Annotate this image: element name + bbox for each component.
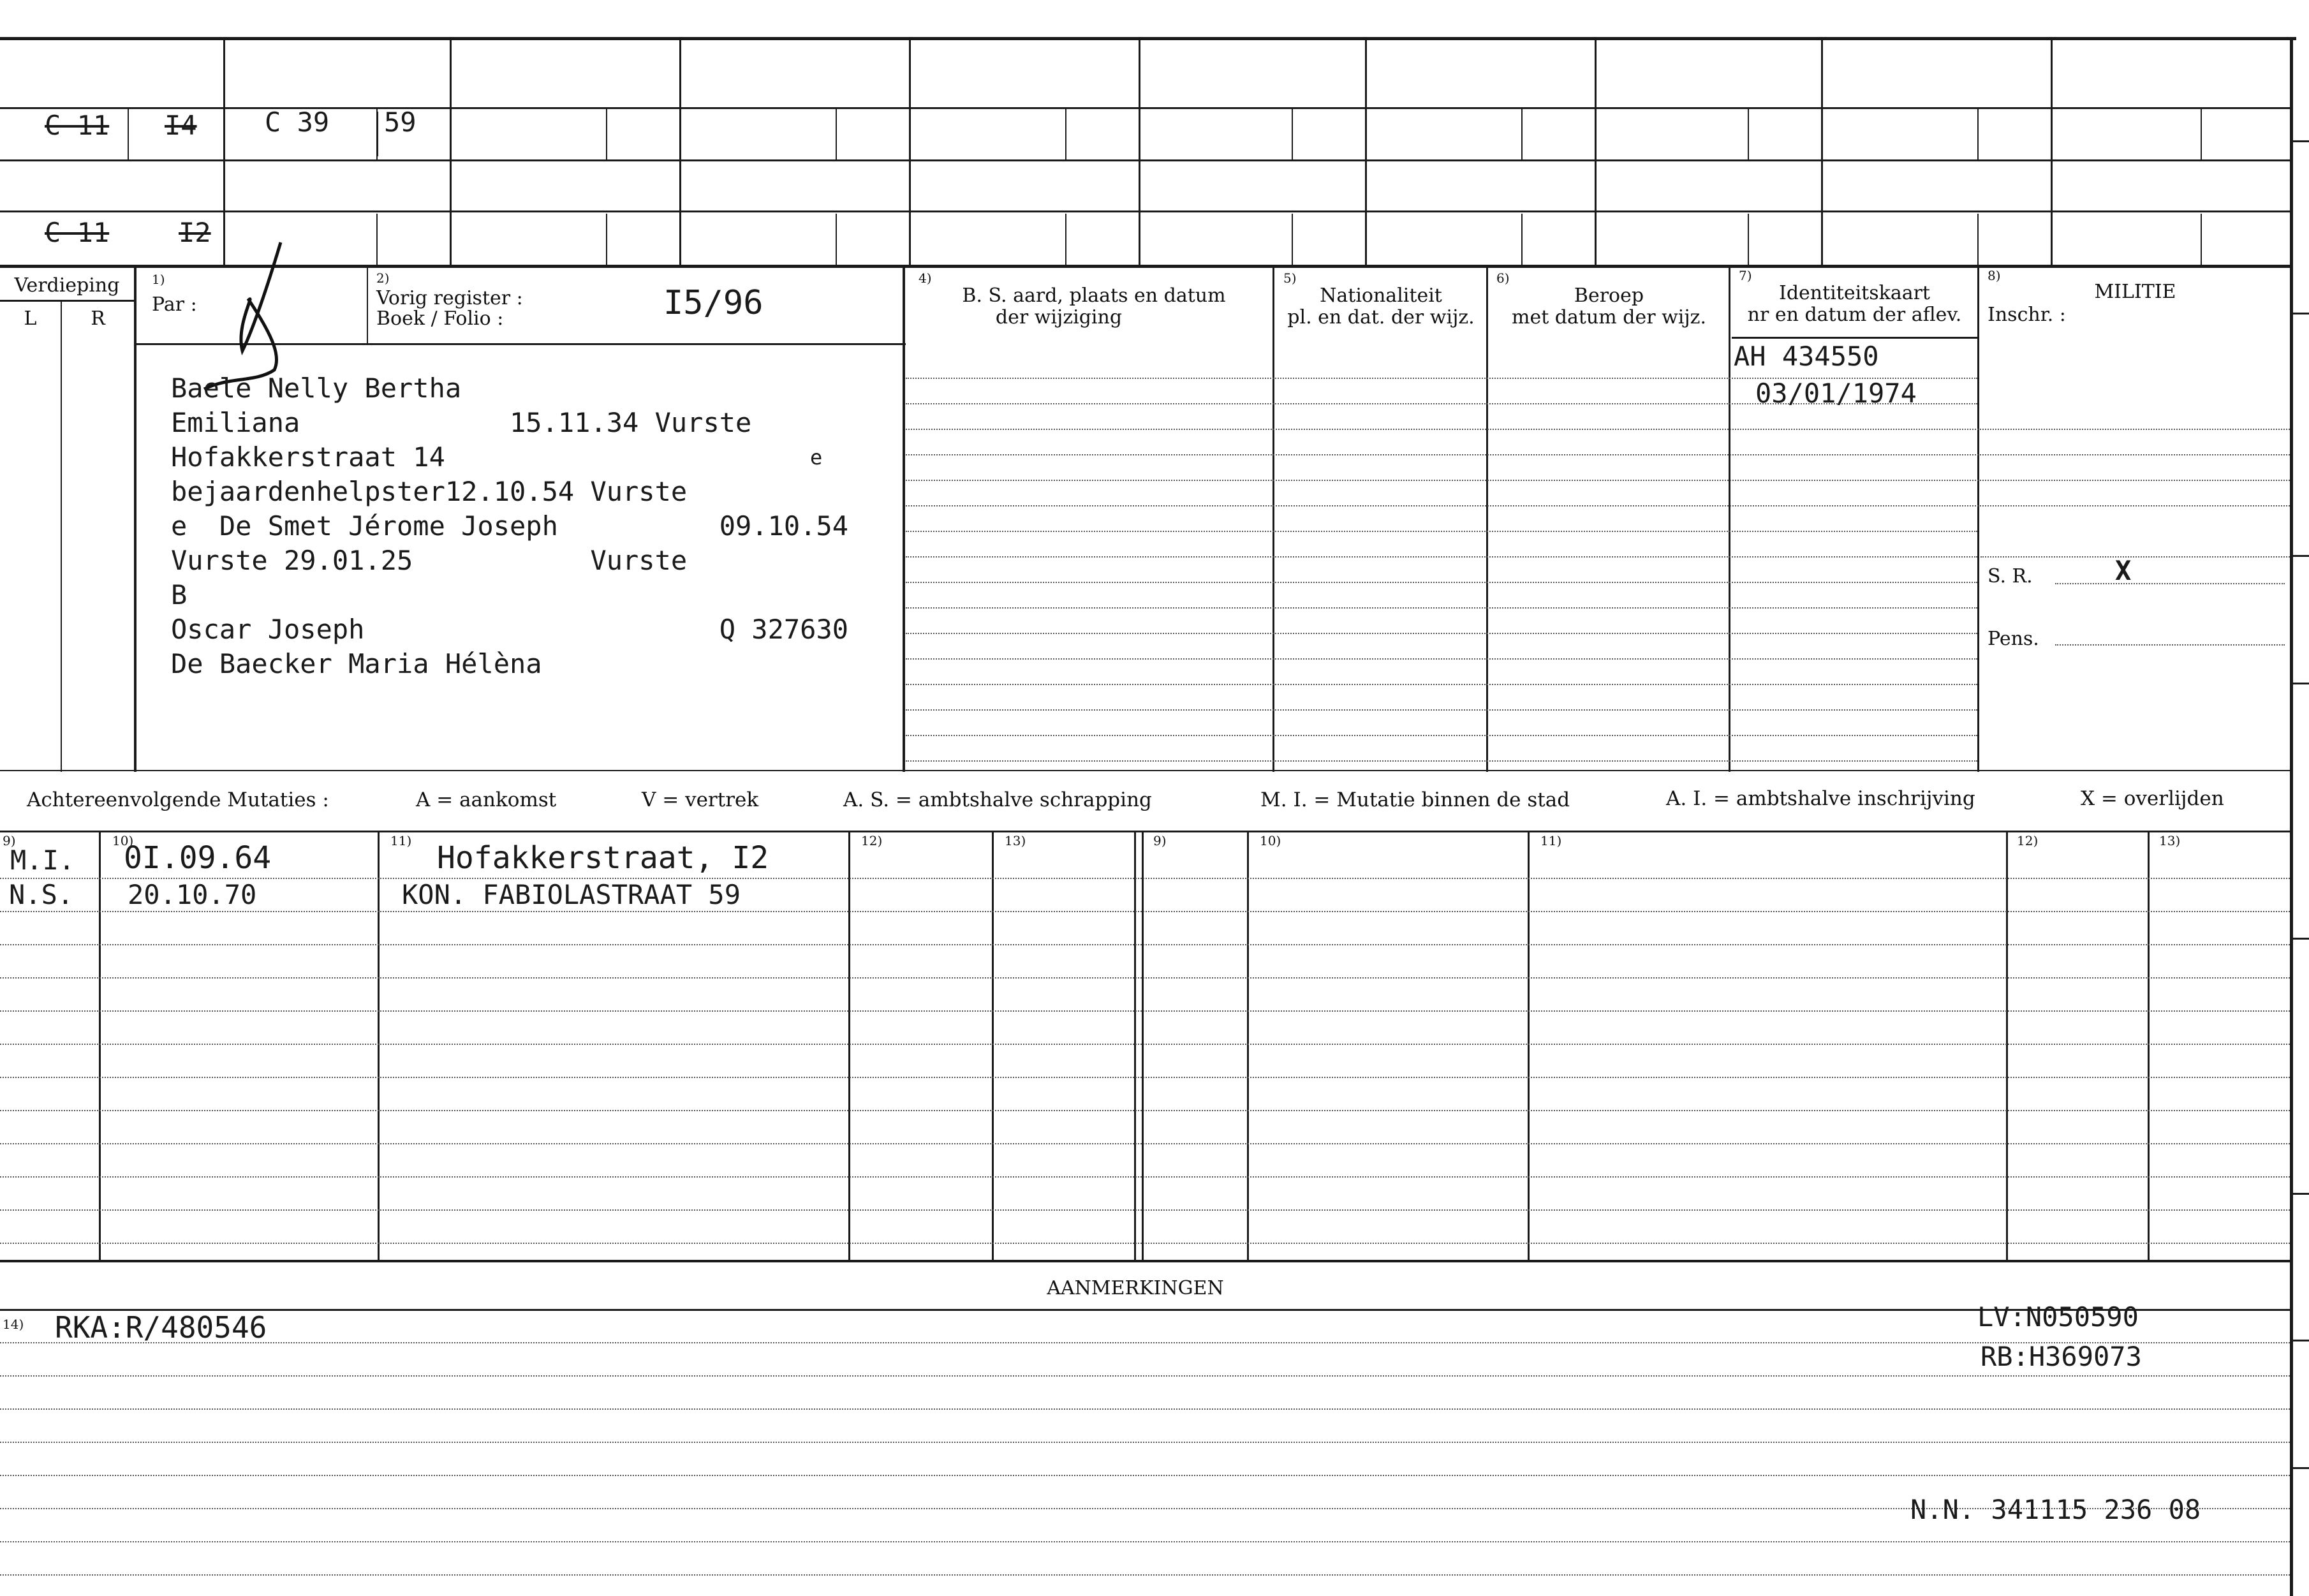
h1-num: 1): [152, 272, 165, 287]
frame-right-line: [2290, 37, 2293, 1596]
pens-label: Pens.: [1988, 628, 2039, 650]
register-sector: C 39: [265, 107, 330, 138]
mutation-2-date: 20.10.70: [128, 879, 257, 910]
floor-right: R: [91, 307, 105, 330]
h5-num: 5): [1283, 270, 1297, 286]
register-sector-divider: [376, 112, 378, 156]
h5-line1: Nationaliteit: [1320, 284, 1442, 307]
register-old-house-2: I2: [179, 217, 211, 248]
col-num-9b: 9): [1153, 833, 1167, 848]
remarks-title-line: [0, 1309, 2290, 1311]
remarks-nn: N.N. 341115 236 08: [1910, 1494, 2201, 1525]
prev-register-label: Vorig register :: [376, 287, 523, 309]
mutation-2-code: N.S.: [9, 879, 74, 910]
h4-line1: B. S. aard, plaats en datum: [962, 284, 1226, 307]
h4-num: 4): [918, 270, 932, 286]
person-line-2: Emiliana 15.11.34 Vurste: [171, 407, 752, 438]
remarks-rb: RB:H369073: [1981, 1341, 2142, 1372]
col-num-13: 13): [1005, 833, 1026, 848]
col-num-13b: 13): [2159, 833, 2181, 848]
col-num-12b: 12): [2017, 833, 2039, 848]
person-block-bottom: [0, 770, 2290, 771]
col-num-10b: 10): [1260, 833, 1281, 848]
mutation-1-date: 0I.09.64: [124, 840, 272, 876]
h5-line2: pl. en dat. der wijz.: [1287, 306, 1475, 329]
militie-inschr-label: Inschr. :: [1988, 304, 2066, 326]
person-line-3: Hofakkerstraat 14: [171, 441, 445, 473]
h6-line2: met datum der wijz.: [1512, 306, 1706, 329]
militie-title: MILITIE: [2094, 281, 2176, 303]
person-line-8: Oscar Joseph Q 327630: [171, 614, 849, 645]
mutation-1-code: M.I.: [10, 845, 75, 876]
h7-num: 7): [1739, 268, 1752, 283]
floor-left: L: [24, 307, 37, 330]
register-old-sector-1: C 11: [45, 110, 110, 141]
h6-num: 6): [1496, 270, 1510, 286]
h6-line1: Beroep: [1574, 284, 1644, 307]
person-line-9: De Baecker Maria Hélèna: [171, 648, 542, 679]
register-old-house-1: I4: [165, 110, 197, 141]
col-num-9: 9): [3, 833, 16, 848]
sr-label: S. R.: [1988, 565, 2033, 587]
book-folio-value: I5/96: [663, 284, 764, 322]
remarks-lv: LV:N050590: [1977, 1301, 2139, 1333]
person-line-7: B: [171, 579, 188, 610]
id-card-number: AH 434550: [1734, 341, 1879, 372]
register-house: 59: [384, 107, 417, 138]
mutation-1-address: Hofakkerstraat, I2: [437, 840, 769, 876]
col-num-11: 11): [390, 833, 412, 848]
sr-value: X: [2115, 555, 2132, 586]
person-line-6: Vurste 29.01.25 Vurste: [171, 545, 688, 576]
par-label: Par :: [152, 293, 197, 316]
h4-line2: der wijziging: [995, 306, 1123, 329]
person-line-4: bejaardenhelpster12.10.54 Vurste: [171, 476, 688, 507]
mutation-2-address: KON. FABIOLASTRAAT 59: [402, 879, 741, 910]
floor-title: Verdieping: [14, 274, 120, 297]
remarks-title: AANMERKINGEN: [1047, 1277, 1224, 1299]
person-line-1: Baele Nelly Bertha: [171, 373, 462, 404]
book-folio-label: Boek / Folio :: [376, 307, 504, 330]
id-card-date: 03/01/1974: [1755, 378, 1917, 409]
register-old-sector-2: C 11: [45, 217, 110, 248]
par-handwritten-mark: [185, 230, 313, 395]
h7-line2: nr en datum der aflev.: [1747, 304, 1962, 326]
person-mark-e: e: [810, 445, 823, 469]
h2-num: 2): [376, 270, 390, 286]
remarks-rka: RKA:R/480546: [55, 1310, 267, 1345]
frame-top-line: [0, 37, 2296, 40]
person-line-5: e De Smet Jérome Joseph 09.10.54: [171, 510, 849, 542]
remarks-num: 14): [3, 1317, 24, 1332]
h7-line1: Identiteitskaart: [1779, 282, 1930, 304]
col-num-10: 10): [112, 833, 134, 848]
h8-num: 8): [1988, 268, 2001, 283]
col-num-12: 12): [861, 833, 883, 848]
col-num-11b: 11): [1540, 833, 1562, 848]
